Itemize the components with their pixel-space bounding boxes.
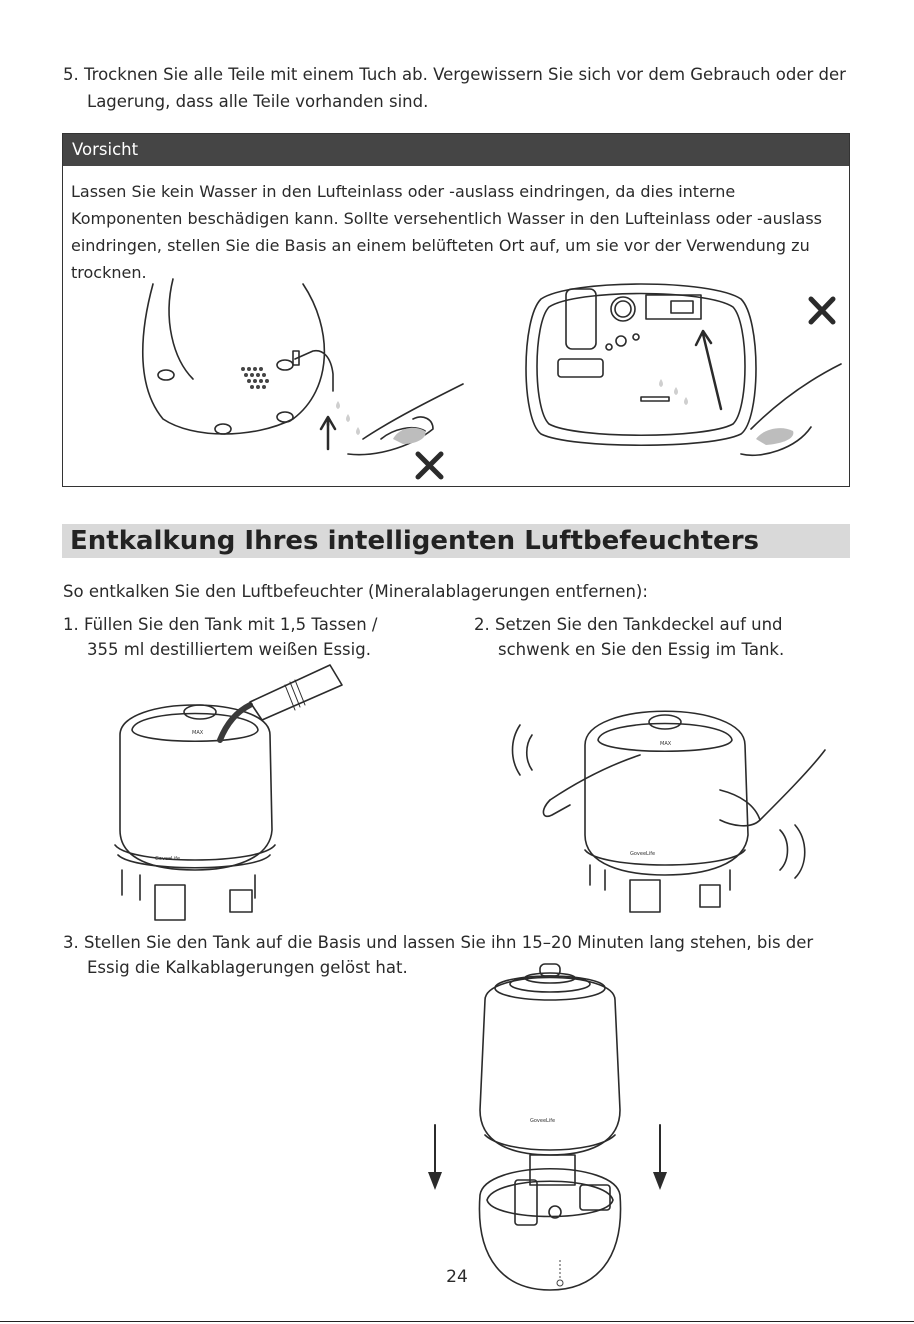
section-intro: So entkalken Sie den Luftbefeuchter (Mineralablagerungen entfernen): <box>63 582 648 601</box>
step2-line2: schwenk en Sie den Essig im Tank. <box>498 640 785 659</box>
section-title: Entkalkung Ihres intelligenten Luftbefeuchters <box>62 524 850 558</box>
step3-line2: Essig die Kalkablagerungen gelöst hat. <box>87 958 408 977</box>
max-label-2: MAX <box>660 741 672 747</box>
max-label: MAX <box>192 730 204 736</box>
brand-label: GoveeLife <box>155 856 181 862</box>
caution-title: Vorsicht <box>63 134 849 166</box>
brand-label-3: GoveeLife <box>530 1118 556 1124</box>
caution-box <box>62 133 850 487</box>
swirl-tank-illustration <box>490 680 830 920</box>
step1-line2: 355 ml destilliertem weißen Essig. <box>87 640 371 659</box>
step2-line1: 2. Setzen Sie den Tankdeckel auf und <box>474 615 783 634</box>
brand-label-2: GoveeLife <box>630 851 656 857</box>
page-number: 24 <box>446 1267 468 1287</box>
step3-line1: 3. Stellen Sie den Tank auf die Basis und lassen Sie ihn 15–20 Minuten lang stehen, bis der <box>63 933 814 952</box>
tank-on-base-illustration <box>425 960 675 1305</box>
fill-tank-illustration <box>110 660 350 925</box>
base-top-illustration <box>511 279 841 484</box>
step5-line1: 5. Trocknen Sie alle Teile mit einem Tuch ab. Vergewissern Sie sich vor dem Gebrauch oder der <box>63 65 846 84</box>
step1-line1: 1. Füllen Sie den Tank mit 1,5 Tassen / <box>63 615 378 634</box>
step5-line2: Lagerung, dass alle Teile vorhanden sind. <box>87 92 429 111</box>
bottom-rule <box>0 1321 914 1322</box>
base-underside-illustration <box>133 279 463 484</box>
caution-text: Lassen Sie kein Wasser in den Lufteinlass oder -auslass eindringen, da dies interne Komponenten beschädigen kann. Sollte versehentlich Wasser in den Lufteinlass oder -auslass eindringen, stellen Sie die Basis an einem belüfteten Ort auf, um sie vor der Verwendung zu trocknen. <box>71 182 822 282</box>
